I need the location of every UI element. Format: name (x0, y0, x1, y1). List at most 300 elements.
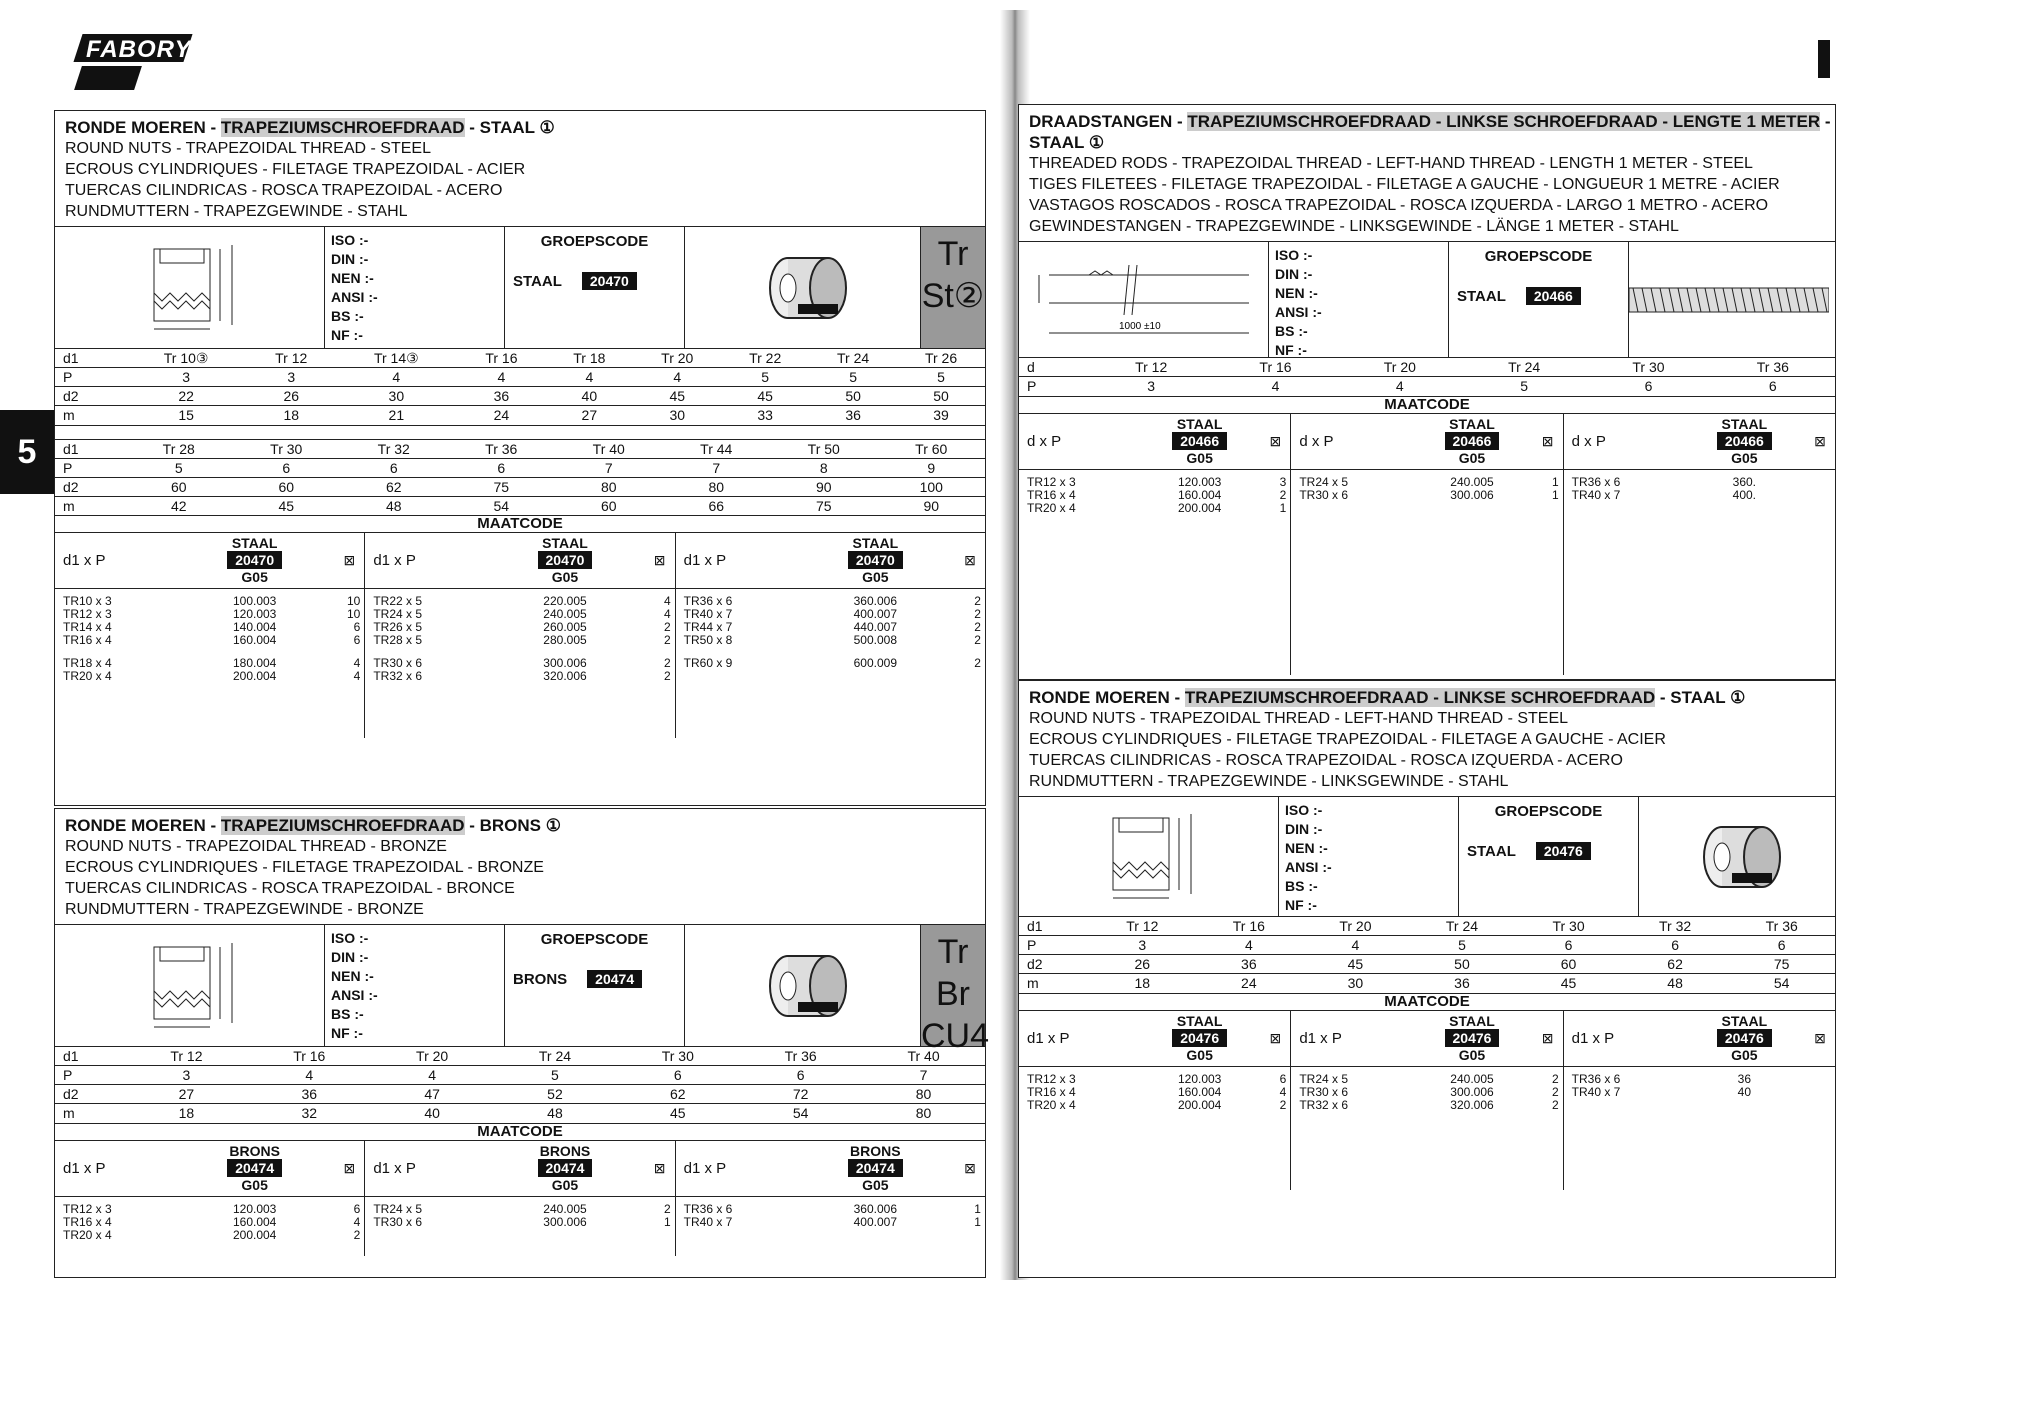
table-row (1019, 917, 1835, 936)
table-cell: Tr 36 (448, 439, 556, 458)
section-subtitle: RUNDMUTTERN - TRAPEZGEWINDE - STAHL (65, 203, 408, 220)
dimension-table (1019, 916, 1835, 993)
dimension-table (55, 1046, 985, 1123)
order-cell: TR40 x 7 (1571, 1084, 1621, 1099)
section-subtitle: ROUND NUTS - TRAPEZOIDAL THREAD - STEEL (65, 140, 431, 157)
table-cell: 18 (125, 1104, 248, 1123)
table-cell: 36 (248, 1085, 371, 1104)
standard-item: ISO :- (1285, 802, 1323, 818)
order-cell: 120.003 (232, 1201, 277, 1216)
order-cell: TR20 x 4 (1027, 1097, 1076, 1112)
package-icon: ⊠ (964, 1159, 976, 1176)
order-column (55, 1141, 365, 1256)
table-row (1019, 955, 1835, 974)
table-cell: 50 (897, 387, 985, 406)
standard-item: NF :- (331, 1025, 363, 1041)
dxp-label: d1 x P (63, 552, 106, 569)
table-row (55, 1085, 985, 1104)
table-cell: 24 (1196, 974, 1303, 993)
code-number: 20470 (538, 551, 593, 569)
table-cell: 36 (809, 406, 897, 425)
order-cell: 160.004 (232, 1214, 277, 1229)
order-cell: 2 (663, 620, 671, 634)
group-code: 20470 (582, 272, 637, 290)
list-item (1564, 1073, 1835, 1086)
table-cell: 62 (1622, 955, 1729, 974)
table-cell: 5 (1409, 936, 1516, 955)
table-cell: 100 (878, 477, 986, 496)
order-cell: 320.006 (543, 669, 587, 683)
order-cell: 2 (974, 594, 981, 608)
order-cell: 600.009 (853, 656, 898, 670)
table-cell: 36 (1409, 974, 1516, 993)
dxp-label: d x P (1299, 432, 1334, 450)
g05-label: G05 (1186, 449, 1213, 466)
dxp-label: d1 x P (1299, 1029, 1342, 1047)
table-cell: m (55, 406, 125, 425)
order-cell: 4 (663, 594, 671, 608)
standard-item: NEN :- (331, 270, 374, 286)
order-cell: 120.003 (232, 607, 277, 621)
table-cell: 32 (248, 1104, 371, 1123)
standard-item: NEN :- (1285, 840, 1328, 856)
order-cell: 36 (1737, 1071, 1751, 1086)
title-highlight: TRAPEZIUMSCHROEFDRAAD (220, 118, 465, 137)
title-highlight: TRAPEZIUMSCHROEFDRAAD (220, 816, 465, 835)
order-cell (1805, 1086, 1835, 1099)
order-cell: TR28 x 5 (373, 633, 423, 647)
g05-label: G05 (862, 569, 889, 585)
order-cell: 2 (663, 633, 671, 647)
table-cell: 6 (1622, 936, 1729, 955)
table-cell: 6 (1515, 936, 1622, 955)
table-cell: Tr 24 (494, 1047, 617, 1066)
table-cell: Tr 60 (878, 439, 986, 458)
table-cell: d2 (55, 1085, 125, 1104)
nut-drawing (1079, 810, 1219, 904)
order-cell: 1 (1551, 487, 1559, 502)
group-code-cell (505, 227, 685, 348)
product-photo (685, 227, 921, 348)
order-cell: 160.004 (1177, 487, 1222, 502)
code-number: 20470 (848, 551, 903, 569)
material-label: STAAL (1467, 842, 1516, 860)
order-cell: TR40 x 7 (683, 607, 733, 621)
order-cell: 360.006 (853, 1201, 898, 1216)
g05-label: G05 (1458, 1046, 1486, 1063)
order-cell: 200.004 (232, 1227, 277, 1242)
table-cell: 4 (248, 1066, 371, 1085)
dxp-label: d1 x P (63, 1159, 106, 1177)
title-highlight: TRAPEZIUMSCHROEFDRAAD - LINKSE SCHROEFDRAAD - LENGTE 1 METER (1187, 112, 1821, 131)
section-subtitle: TIGES FILETEES - FILETAGE TRAPEZOIDAL - FILETAGE A GAUCHE - LONGUEUR 1 METRE - ACIER (1029, 176, 1780, 193)
order-cell: TR12 x 3 (63, 1201, 112, 1216)
table-cell: 75 (448, 477, 556, 496)
table-cell: 40 (545, 387, 633, 406)
table-cell: Tr 16 (1196, 917, 1303, 936)
table-cell: 7 (862, 1066, 985, 1085)
order-cell: 1 (974, 1214, 981, 1229)
package-icon: ⊠ (1541, 432, 1554, 449)
code-number: 20466 (1445, 432, 1500, 450)
dxp-label: d x P (1027, 432, 1062, 450)
order-cell: 140.004 (232, 620, 277, 634)
standard-item: NEN :- (331, 968, 374, 984)
order-cell: 160.004 (232, 633, 277, 647)
table-cell: 4 (1302, 936, 1409, 955)
spec-row (55, 226, 985, 348)
section-round-nuts-bronze (54, 808, 990, 1278)
order-cell: 2 (1279, 487, 1287, 502)
order-cell: 300.006 (1450, 487, 1494, 502)
rod-photo (1629, 280, 1829, 320)
material-label: STAAL (1457, 287, 1506, 305)
order-cell: 500.008 (853, 633, 898, 647)
title-part: - BRONS ① (464, 816, 561, 835)
order-cell: TR24 x 5 (373, 1201, 423, 1216)
order-cell: 2 (974, 656, 981, 670)
title-part: - STAAL ① (1655, 688, 1746, 707)
table-cell: 4 (1338, 377, 1462, 396)
order-column (1564, 414, 1835, 675)
spec-row (55, 924, 990, 1055)
order-code-table (1019, 1010, 1835, 1190)
table-cell: 60 (555, 496, 663, 515)
order-cell: 2 (1551, 1097, 1559, 1112)
table-cell: 6 (616, 1066, 739, 1085)
standards-list (1269, 242, 1449, 357)
standards-list (325, 925, 505, 1046)
table-cell: P (55, 1066, 125, 1085)
code-material: STAAL (1721, 415, 1768, 432)
table-cell: Tr 36 (1711, 358, 1835, 377)
standard-item: ISO :- (331, 930, 369, 946)
standard-item: ISO :- (331, 232, 369, 248)
table-cell: d1 (55, 349, 125, 368)
list-item (1564, 1086, 1835, 1099)
package-icon: ⊠ (1814, 432, 1826, 449)
table-cell: 3 (247, 368, 335, 387)
table-cell: 33 (721, 406, 809, 425)
order-cell: 4 (353, 1214, 361, 1229)
table-cell: 60 (233, 477, 341, 496)
order-cell: 4 (663, 607, 671, 621)
table-cell: Tr 24 (809, 349, 897, 368)
code-material: STAAL (231, 535, 278, 551)
section-subtitle: GEWINDESTANGEN - TRAPEZGEWINDE - LINKSGEWINDE - LÄNGE 1 METER - STAHL (1029, 218, 1679, 235)
title-part: RONDE MOEREN - (1029, 688, 1185, 707)
order-column (1564, 1011, 1835, 1190)
order-cell: 200.004 (1177, 1097, 1222, 1112)
order-cell: TR60 x 9 (683, 656, 733, 670)
table-cell: d2 (55, 477, 125, 496)
order-cell: 240.005 (543, 607, 587, 621)
code-number: 20470 (227, 551, 282, 569)
table-row (55, 387, 985, 406)
order-cell: TR10 x 3 (63, 594, 112, 608)
standard-item: BS :- (331, 1006, 364, 1022)
table-cell: 27 (545, 406, 633, 425)
code-material: STAAL (1449, 1012, 1495, 1029)
table-cell: 6 (1711, 377, 1835, 396)
order-cell: TR32 x 6 (1299, 1097, 1349, 1112)
table-cell: d1 (55, 439, 125, 458)
section-round-nuts-left (1018, 680, 1836, 1278)
table-cell: Tr 30 (1515, 917, 1622, 936)
table-cell: 80 (862, 1085, 985, 1104)
table-cell: Tr 20 (1302, 917, 1409, 936)
code-number: 20466 (1172, 432, 1227, 450)
maatcode-label: MAATCODE (1019, 396, 1835, 413)
list-item (365, 670, 674, 683)
order-cell: 6 (1279, 1071, 1287, 1086)
order-cell: TR44 x 7 (683, 620, 733, 634)
table-cell: 8 (770, 458, 878, 477)
table-cell: Tr 50 (770, 439, 878, 458)
spec-row (1019, 796, 1835, 916)
table-row (55, 1066, 985, 1085)
order-cell: 2 (1551, 1071, 1559, 1086)
order-cell: TR16 x 4 (63, 633, 112, 647)
g05-label: G05 (862, 1176, 889, 1193)
order-cell: 360.006 (853, 594, 898, 608)
g05-label: G05 (1731, 449, 1758, 466)
material-label: BRONS (513, 970, 568, 988)
technical-drawing (55, 925, 325, 1046)
material-code: CU4 (921, 1017, 990, 1055)
table-cell: 3 (125, 368, 247, 387)
order-column (55, 533, 365, 738)
order-code-table (1019, 413, 1835, 675)
section-title (1019, 681, 1835, 708)
list-item (55, 1229, 364, 1242)
code-number: 20474 (848, 1159, 903, 1177)
table-row (1019, 974, 1835, 993)
code-material: BRONS (539, 1142, 591, 1159)
table-cell: 60 (1515, 955, 1622, 974)
table-cell: 50 (809, 387, 897, 406)
table-cell: Tr 20 (1338, 358, 1462, 377)
dimension-table (55, 348, 985, 425)
order-cell: 200.004 (1177, 500, 1222, 515)
table-cell: 5 (809, 368, 897, 387)
table-cell: 39 (897, 406, 985, 425)
table-cell: 22 (125, 387, 247, 406)
list-item (365, 1216, 674, 1229)
section-subtitle: THREADED RODS - TRAPEZOIDAL THREAD - LEFT-HAND THREAD - LENGTH 1 METER - STEEL (1029, 155, 1753, 172)
list-item (1019, 489, 1290, 502)
order-cell: 6 (353, 1201, 361, 1216)
table-cell: Tr 26 (897, 349, 985, 368)
table-cell: 3 (125, 1066, 248, 1085)
product-photo (1639, 797, 1835, 916)
list-item (676, 1216, 985, 1229)
table-cell: 42 (125, 496, 233, 515)
title-part: RONDE MOEREN - (65, 816, 221, 835)
order-cell: 300.006 (543, 1214, 587, 1229)
order-cell: 400.007 (853, 1214, 898, 1229)
list-item (55, 634, 364, 647)
table-cell: 80 (555, 477, 663, 496)
order-cell: TR24 x 5 (373, 607, 423, 621)
order-cell: 6 (353, 620, 361, 634)
order-cell: 120.003 (1177, 474, 1222, 489)
table-cell: 4 (457, 368, 545, 387)
standard-item: DIN :- (331, 949, 369, 965)
table-cell: d1 (1019, 917, 1089, 936)
group-code-cell (505, 925, 685, 1046)
list-item (1019, 502, 1290, 515)
code-number: 20476 (1717, 1029, 1772, 1047)
list-item (1291, 1086, 1562, 1099)
g05-label: G05 (551, 569, 579, 585)
table-cell: 5 (721, 368, 809, 387)
order-cell: 1 (663, 1214, 671, 1229)
order-cell: 240.005 (1450, 474, 1494, 489)
table-cell: 6 (1586, 377, 1710, 396)
order-column (1019, 1011, 1291, 1190)
table-row (55, 458, 985, 477)
table-cell: 48 (494, 1104, 617, 1123)
order-cell (1805, 1073, 1835, 1086)
order-cell: TR20 x 4 (63, 669, 112, 683)
table-cell: Tr 40 (555, 439, 663, 458)
list-item (1019, 1086, 1290, 1099)
order-column (365, 1141, 675, 1256)
table-cell: 45 (721, 387, 809, 406)
table-cell: 4 (545, 368, 633, 387)
table-cell: 7 (663, 458, 771, 477)
table-cell: 26 (247, 387, 335, 406)
material-badge (921, 925, 990, 1055)
table-cell: Tr 16 (1213, 358, 1337, 377)
list-item (1564, 489, 1835, 502)
groepscode-label: GROEPSCODE (540, 233, 649, 250)
table-cell: 48 (340, 496, 448, 515)
order-cell: 160.004 (1177, 1084, 1222, 1099)
code-material: STAAL (1176, 1012, 1223, 1029)
code-material: STAAL (1449, 415, 1495, 432)
code-number: 20476 (1172, 1029, 1227, 1047)
standard-item: NF :- (1275, 342, 1307, 358)
threaded-rod-drawing (1029, 255, 1259, 345)
group-code-cell (1459, 797, 1639, 916)
order-cell: TR36 x 6 (1571, 474, 1621, 489)
table-cell: Tr 22 (721, 349, 809, 368)
table-cell: 48 (1622, 974, 1729, 993)
section-round-nuts-steel (54, 110, 986, 806)
order-cell (1805, 476, 1835, 489)
table-cell: 62 (340, 477, 448, 496)
table-cell: Tr 12 (1089, 917, 1196, 936)
table-cell: Tr 10③ (125, 349, 247, 368)
table-row (55, 439, 985, 458)
product-photo (1629, 242, 1835, 357)
table-cell: m (55, 496, 125, 515)
section-subtitle: TUERCAS CILINDRICAS - ROSCA TRAPEZOIDAL - ACERO (65, 182, 503, 199)
list-item (1291, 476, 1562, 489)
order-code-table (55, 1140, 985, 1256)
order-cell: 2 (663, 669, 671, 683)
table-cell: 52 (494, 1085, 617, 1104)
table-cell: Tr 36 (1728, 917, 1835, 936)
order-code-table (55, 532, 985, 738)
corner-mark (1818, 40, 1830, 78)
table-cell: 60 (125, 477, 233, 496)
spec-row (1019, 241, 1835, 357)
material-code: St② (921, 277, 985, 315)
table-cell: 26 (1089, 955, 1196, 974)
order-cell: TR40 x 7 (1571, 487, 1621, 502)
g05-label: G05 (1731, 1046, 1758, 1063)
list-item (55, 1203, 364, 1216)
table-cell: Tr 30 (233, 439, 341, 458)
order-cell: TR12 x 3 (63, 607, 112, 621)
table-cell: 6 (739, 1066, 862, 1085)
table-cell: Tr 32 (1622, 917, 1729, 936)
standard-item: BS :- (1275, 323, 1308, 339)
table-cell: 75 (770, 496, 878, 515)
material-code: Tr (937, 235, 969, 273)
groepscode-label: GROEPSCODE (1484, 248, 1593, 265)
order-cell: 10 (346, 607, 361, 621)
order-cell: TR30 x 6 (373, 1214, 423, 1229)
table-cell: Tr 12 (125, 1047, 248, 1066)
order-cell: 240.005 (1450, 1071, 1494, 1086)
maatcode-label: MAATCODE (1019, 993, 1835, 1010)
nut-photo (758, 248, 848, 328)
standard-item: ANSI :- (1275, 304, 1322, 320)
table-cell: d2 (1019, 955, 1089, 974)
order-column (676, 533, 985, 738)
standard-item: NF :- (1285, 897, 1317, 913)
code-number: 20474 (538, 1159, 593, 1177)
table-cell: 4 (371, 1066, 494, 1085)
material-code: Tr (937, 933, 969, 971)
package-icon: ⊠ (1541, 1029, 1554, 1046)
table-row (55, 406, 985, 425)
list-item (1291, 1099, 1562, 1112)
table-cell: 6 (233, 458, 341, 477)
order-cell: 2 (353, 1227, 361, 1242)
table-row (55, 496, 985, 515)
list-item (55, 1216, 364, 1229)
table-cell: 4 (1213, 377, 1337, 396)
package-icon: ⊠ (343, 552, 356, 568)
table-cell: Tr 30 (1586, 358, 1710, 377)
table-cell: 6 (448, 458, 556, 477)
order-cell: 300.006 (1450, 1084, 1494, 1099)
section-title (55, 809, 985, 836)
order-column (365, 533, 675, 738)
standards-list (325, 227, 505, 348)
standard-item: ANSI :- (331, 987, 378, 1003)
table-row (55, 368, 985, 387)
section-threaded-rods-left (1018, 104, 1836, 680)
table-cell: 54 (739, 1104, 862, 1123)
standard-item: BS :- (1285, 878, 1318, 894)
standard-item: DIN :- (1275, 266, 1313, 282)
order-cell: TR16 x 4 (63, 1214, 112, 1229)
table-cell: P (55, 368, 125, 387)
table-cell: 90 (878, 496, 986, 515)
standard-item: NF :- (331, 327, 363, 343)
table-cell: 72 (739, 1085, 862, 1104)
table-row (1019, 936, 1835, 955)
table-row (55, 1104, 985, 1123)
table-cell: 66 (663, 496, 771, 515)
table-cell: 54 (448, 496, 556, 515)
